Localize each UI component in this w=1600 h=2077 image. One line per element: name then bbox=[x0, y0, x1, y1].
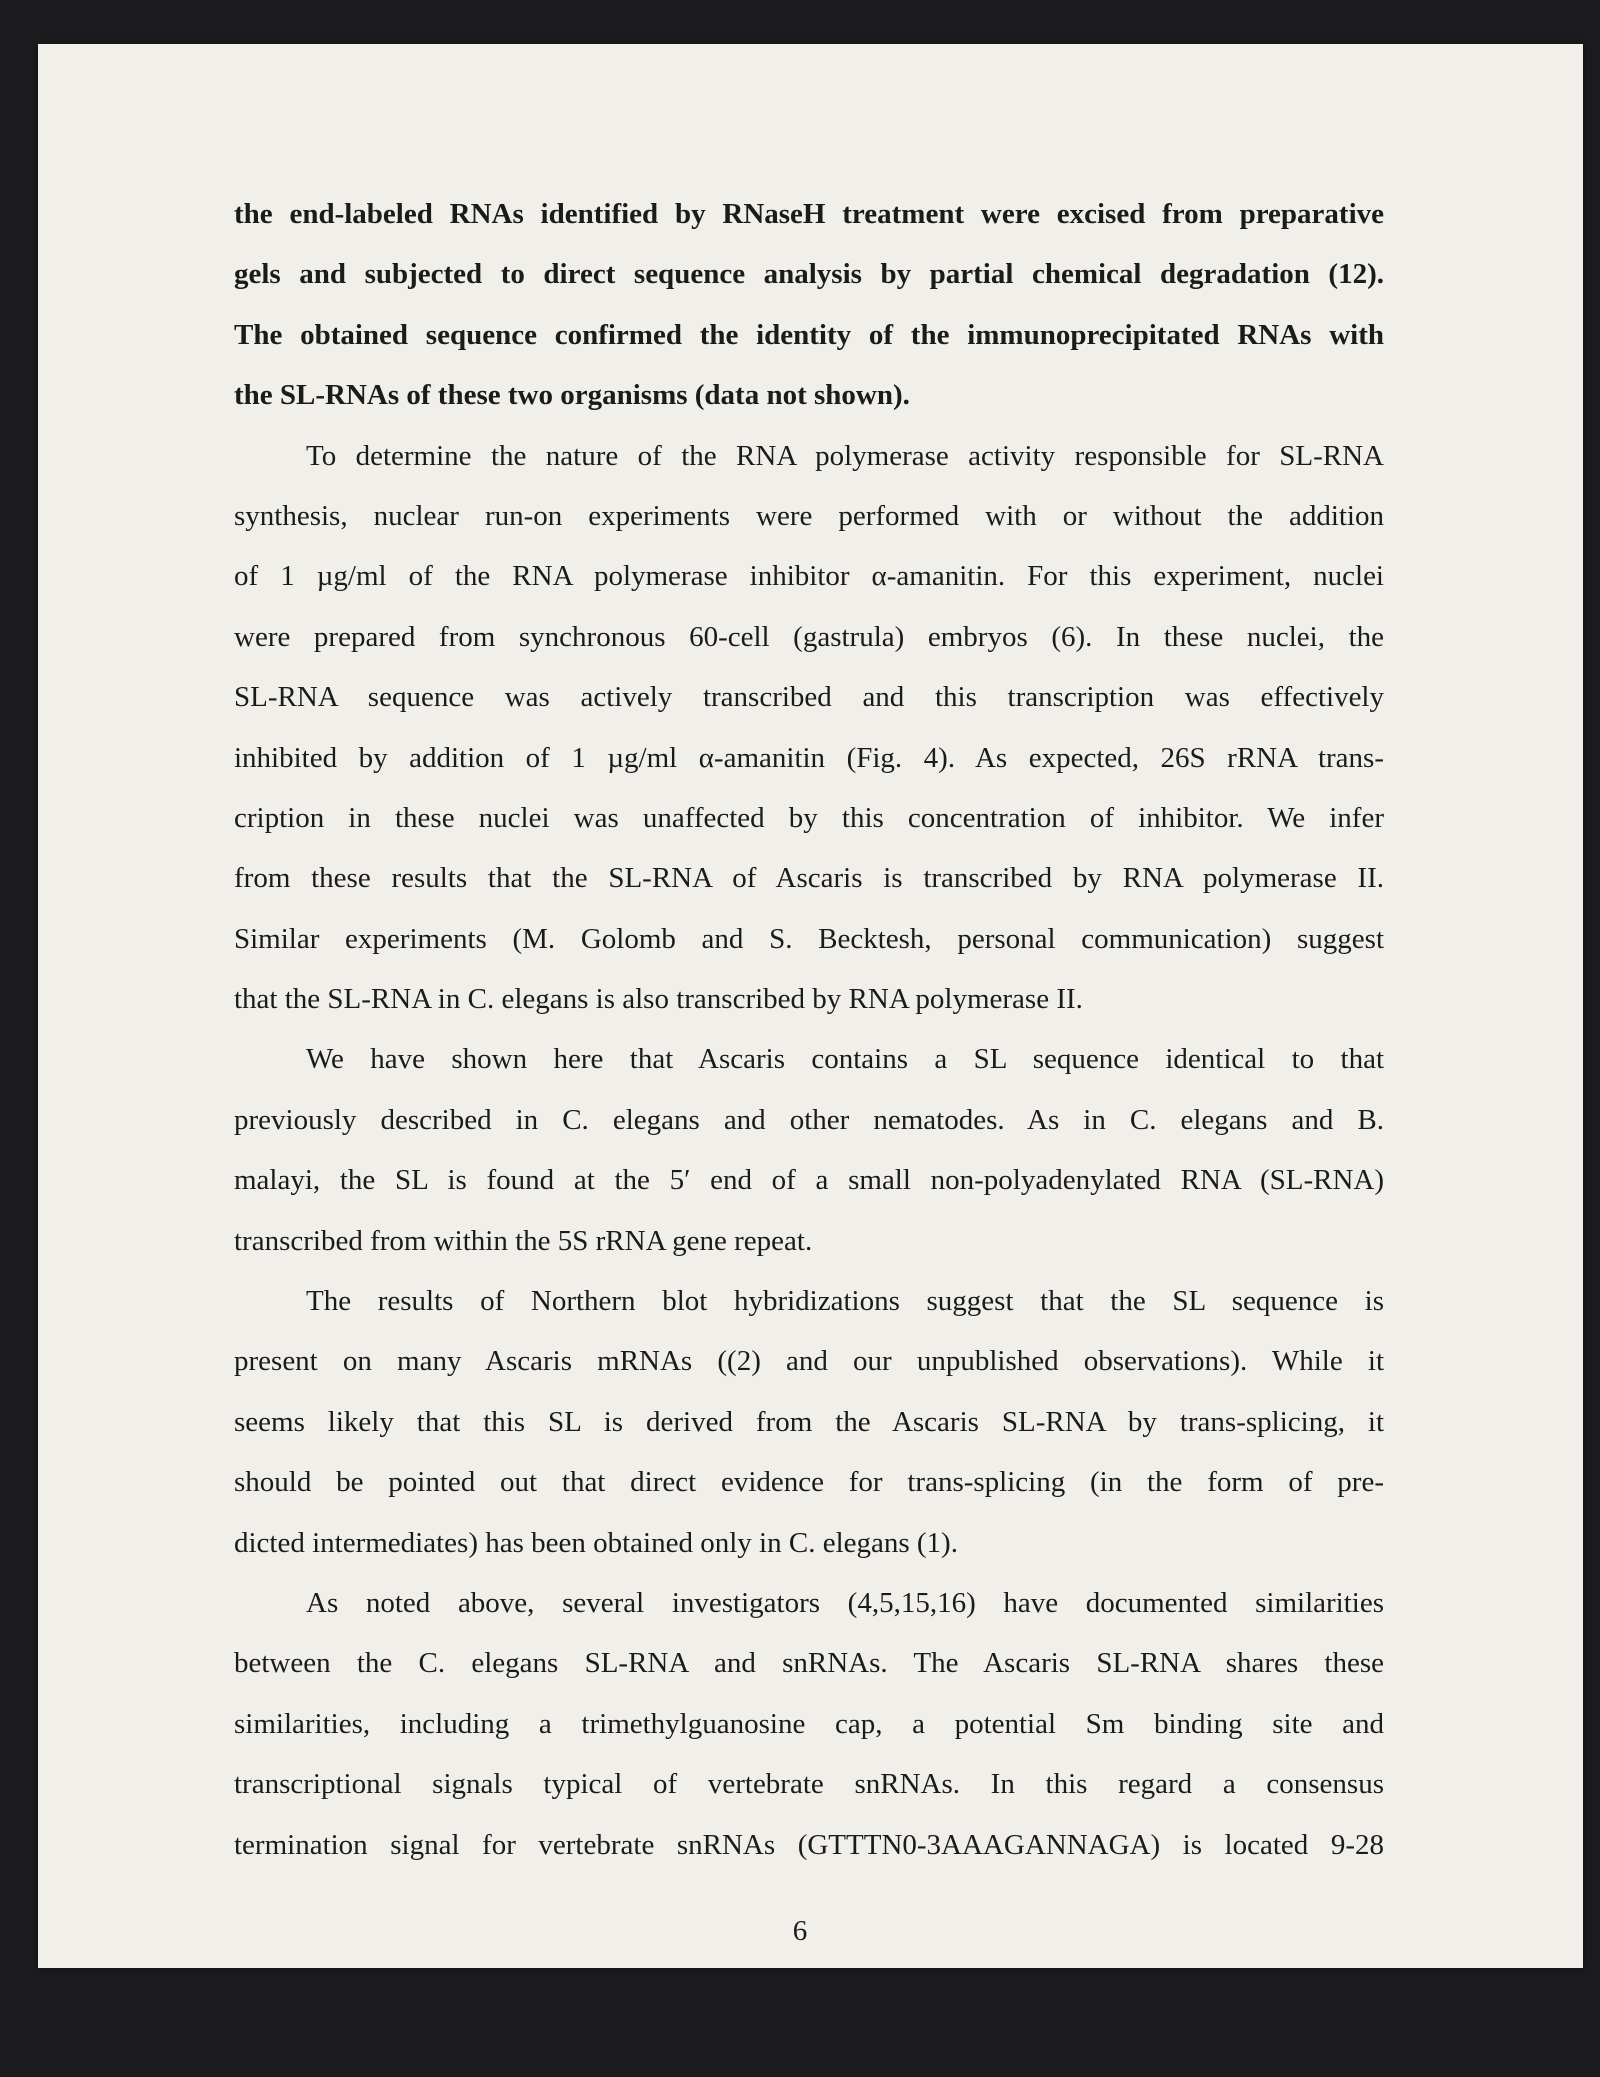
text-line: the end-labeled RNAs identified by RNaseH treatment were excised from preparative bbox=[234, 198, 1384, 230]
text-line: SL-RNA sequence was actively transcribed and this transcription was effectively bbox=[234, 681, 1384, 714]
text-line: should be pointed out that direct evidence for trans-splicing (in the form of pre- bbox=[234, 1466, 1384, 1499]
text-line: As noted above, several investigators (4,5,15,16) have documented similarities bbox=[306, 1586, 1384, 1619]
text-line: between the C. elegans SL-RNA and snRNAs. The Ascaris SL-RNA shares these bbox=[234, 1647, 1384, 1680]
text-line: cription in these nuclei was unaffected by this concentration of inhibitor. We infer bbox=[234, 801, 1384, 834]
text-line: malayi, the SL is found at the 5′ end of a small non-polyadenylated RNA (SL-RNA) bbox=[234, 1164, 1384, 1197]
text-line: were prepared from synchronous 60-cell (gastrula) embryos (6). In these nuclei, the bbox=[234, 620, 1384, 653]
text-line: seems likely that this SL is derived from the Ascaris SL-RNA by trans-splicing, it bbox=[234, 1405, 1384, 1438]
text-line: The results of Northern blot hybridizations suggest that the SL sequence is bbox=[306, 1285, 1384, 1318]
body-text bbox=[234, 190, 1384, 1881]
text-line: similarities, including a trimethylguanosine cap, a potential Sm binding site and bbox=[234, 1707, 1384, 1740]
text-line: termination signal for vertebrate snRNAs (GTTTN0-3AAAGANNAGA) is located 9-28 bbox=[234, 1828, 1384, 1861]
text-line: dicted intermediates) has been obtained only in C. elegans (1). bbox=[234, 1526, 958, 1559]
text-line: from these results that the SL-RNA of Ascaris is transcribed by RNA polymerase II. bbox=[234, 862, 1384, 895]
text-line: The obtained sequence confirmed the identity of the immunoprecipitated RNAs with bbox=[234, 318, 1384, 351]
text-line: inhibited by addition of 1 µg/ml α-amanitin (Fig. 4). As expected, 26S rRNA trans- bbox=[234, 741, 1384, 774]
text-line: synthesis, nuclear run-on experiments were performed with or without the addition bbox=[234, 499, 1384, 532]
text-line: We have shown here that Ascaris contains a SL sequence identical to that bbox=[306, 1043, 1384, 1076]
text-line: Similar experiments (M. Golomb and S. Becktesh, personal communication) suggest bbox=[234, 922, 1384, 955]
text-line: transcriptional signals typical of vertebrate snRNAs. In this regard a consensus bbox=[234, 1768, 1384, 1801]
page-number: 6 bbox=[792, 1915, 808, 1947]
text-line: transcribed from within the 5S rRNA gene repeat. bbox=[234, 1224, 813, 1257]
text-line: To determine the nature of the RNA polymerase activity responsible for SL-RNA bbox=[306, 439, 1384, 472]
text-line: present on many Ascaris mRNAs ((2) and our unpublished observations). While it bbox=[234, 1345, 1384, 1378]
text-line: previously described in C. elegans and other nematodes. As in C. elegans and B. bbox=[234, 1103, 1384, 1136]
text-line: of 1 µg/ml of the RNA polymerase inhibitor α-amanitin. For this experiment, nuclei bbox=[234, 560, 1384, 593]
text-line: that the SL-RNA in C. elegans is also transcribed by RNA polymerase II. bbox=[234, 983, 1083, 1016]
text-line: gels and subjected to direct sequence analysis by partial chemical degradation (12). bbox=[234, 258, 1384, 291]
text-line: the SL-RNAs of these two organisms (data not shown). bbox=[234, 379, 910, 412]
